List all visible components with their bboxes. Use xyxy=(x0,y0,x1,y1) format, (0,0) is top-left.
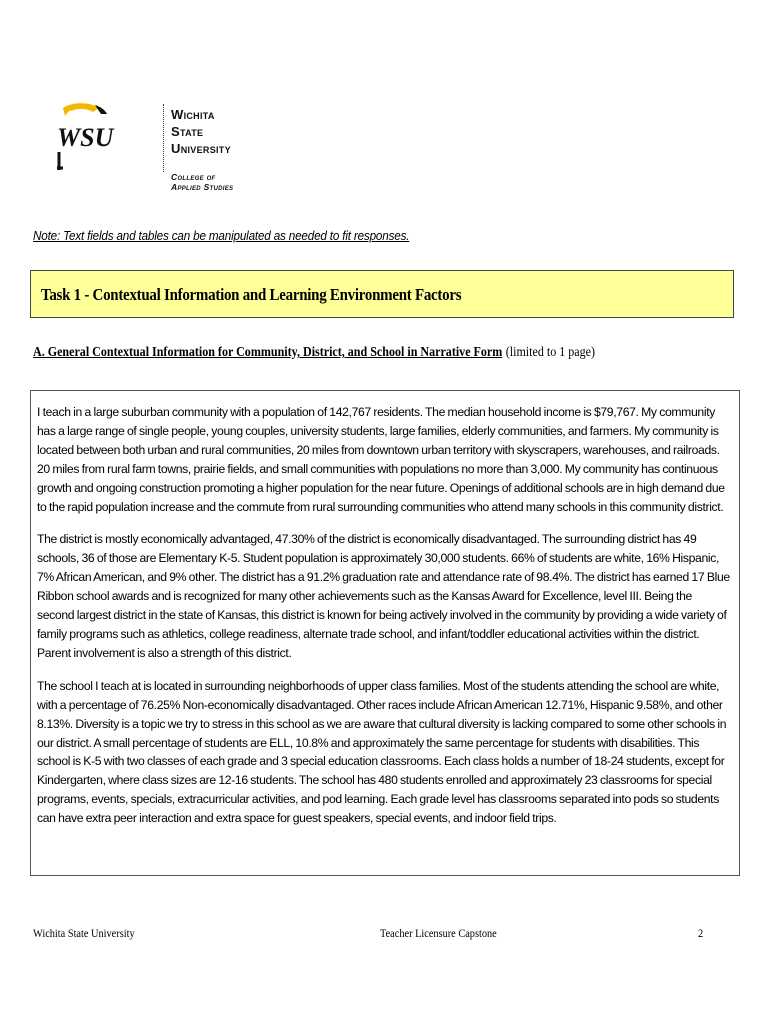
logo-line-university: University xyxy=(171,141,231,156)
task-title: Task 1 - Contextual Information and Learning Environment Factors xyxy=(41,285,462,304)
footer-document-title: Teacher Licensure Capstone xyxy=(380,926,497,940)
logo-line-college: College of Applied Studies xyxy=(171,172,234,192)
narrative-paragraph-community: I teach in a large suburban community with a population of 142,767 residents. The median household income is $79,767. My community has a large range of single people, young couples, university students, large families, elderly communities, and farmers. My community is located between both urban and rural communities, 20 miles from downtown urban territory with skyscrapers, warehouses, and railroads. 20 miles from rural farm towns, prairie fields, and small communities with populations no more than 3,000. My community has continuous growth and ongoing construction promoting a higher population for the near future. Openings of additional schools are in high demand due to the rapid population increase and the commute from rural surrounding communities who attend many schools in this community district. xyxy=(37,405,725,514)
footer-page-number: 2 xyxy=(698,926,704,940)
narrative-text-field[interactable] xyxy=(30,390,740,876)
section-heading-limit: (limited to 1 page) xyxy=(505,345,596,360)
university-logo xyxy=(55,100,245,192)
narrative-paragraph-school: The school I teach at is located in surrounding neighborhoods of upper class families. Most of the students attending the school are white, with a percentage of 76.25% Non-economically disadvantaged. Other races include African American 12.71%, Hispanic 9.58%, and other 8.13%. Diversity is a topic we try to stress in this school as we are aware that cultural diversity is lacking compared to some other schools in our district. A small percentage of students are ELL, 10.8% and approximately the same percentage for students with disabilities. This school is K-5 with two classes of each grade and 3 special education classrooms. Each class holds a number of 18-24 students, except for Kindergarten, where class sizes are 12-16 students. The school has 480 students enrolled and approximately 23 classrooms for special programs, events, specials, extracurricular activities, and pod learning. Each grade level has classrooms separated into pods so students can have extra peer interaction and extra space for guest speakers, special events, and indoor field trips. xyxy=(37,678,727,826)
svg-text:WSU: WSU xyxy=(57,123,114,152)
section-heading-title: A. General Contextual Information for Community, District, and School in Narrative Form xyxy=(33,345,503,360)
narrative-paragraph-district: The district is mostly economically advantaged, 47.30% of the district is economically disadvantaged. The surrounding district has 49 schools, 36 of those are Elementary K-5. Student population is approximately 30,000 students. 66% of students are white, 16% Hispanic, 7% African American, and 9% other. The district has a 91.2% graduation rate and attendance rate of 98.4%. The district has earned 17 Blue Ribbon school awards and is recognized for many other achievements such as the Kansas Award for Excellence, level III. Being the second largest district in the state of Kansas, this district is known for being actively involved in the community by providing a wide variety of family programs such as athletics, college readiness, alternate trade school, and infant/toddler educational activities within the district. Parent involvement is also a strength of this district. xyxy=(37,532,730,660)
wsu-logo-mark xyxy=(55,102,115,172)
logo-line-wichita-state: Wichita State xyxy=(171,107,215,139)
footer-university: Wichita State University xyxy=(33,926,135,940)
instruction-note: Note: Text fields and tables can be manipulated as needed to fit responses. xyxy=(33,228,410,243)
task-header-box xyxy=(30,270,734,318)
logo-divider xyxy=(163,104,164,172)
section-heading xyxy=(33,345,595,361)
logo-text xyxy=(171,106,245,192)
